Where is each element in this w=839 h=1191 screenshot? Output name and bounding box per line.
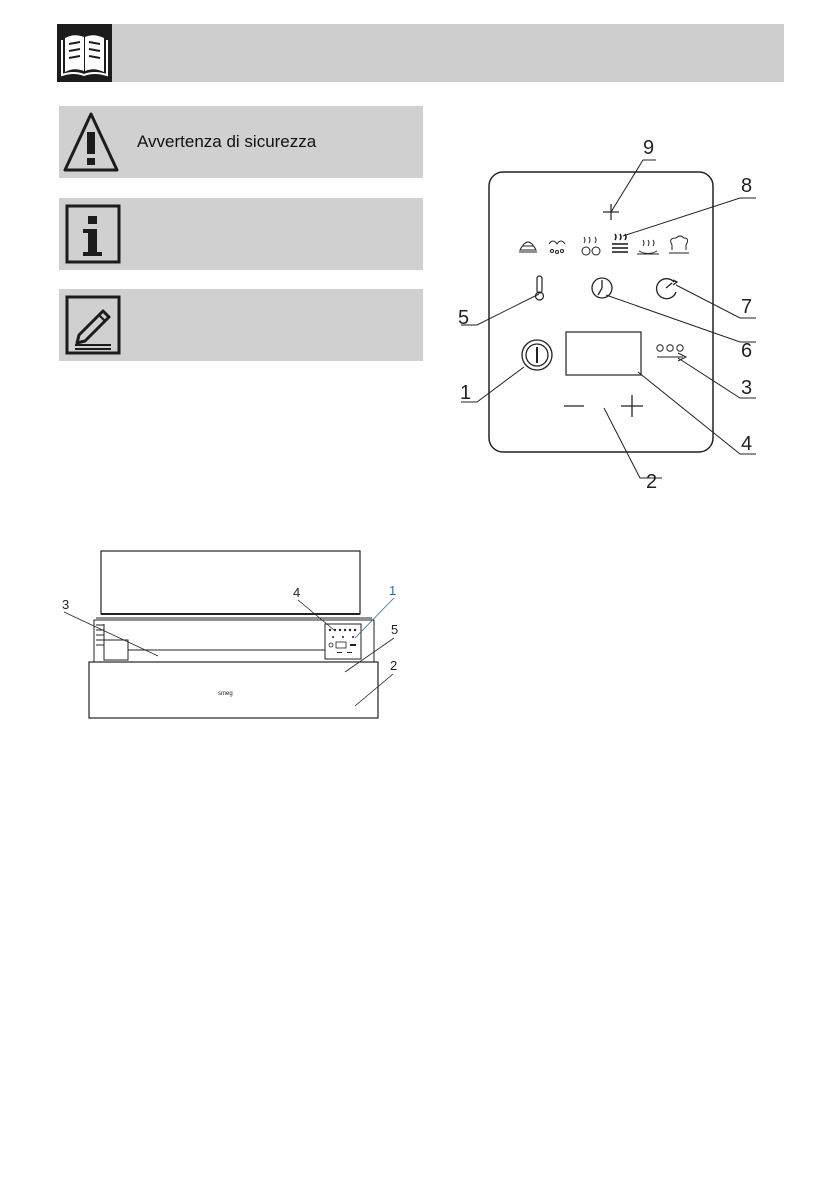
appliance-callout-2: 2 <box>390 658 398 673</box>
power-button-icon <box>522 340 552 370</box>
warning-triangle-icon <box>59 106 123 178</box>
page-header <box>57 24 784 82</box>
note-pencil-icon <box>59 289 123 361</box>
info-notice <box>59 198 423 270</box>
brand-logo: smeg <box>218 691 233 697</box>
callout-6: 6 <box>741 340 753 362</box>
appliance-callout-3: 3 <box>62 597 70 612</box>
book-icon <box>57 24 112 82</box>
note-notice <box>59 289 423 361</box>
callout-8: 8 <box>741 175 753 197</box>
appliance-diagram <box>40 540 420 730</box>
callout-5: 5 <box>458 307 470 329</box>
display-screen <box>566 332 641 375</box>
callout-4: 4 <box>741 433 753 455</box>
info-icon <box>59 198 123 270</box>
callout-3: 3 <box>741 377 753 399</box>
upper-appliance <box>101 551 360 614</box>
appliance-callout-1: 1 <box>389 583 397 598</box>
callout-1: 1 <box>460 382 472 404</box>
callout-9: 9 <box>643 137 655 159</box>
notice-label: Avvertenza di sicurezza <box>137 132 317 151</box>
appliance-callout-4: 4 <box>293 585 301 600</box>
callout-2: 2 <box>646 471 658 493</box>
control-panel-outline <box>489 172 713 452</box>
appliance-callout-5: 5 <box>391 622 399 637</box>
control-panel-diagram <box>440 125 780 495</box>
safety-warning-notice <box>59 106 423 178</box>
callout-7: 7 <box>741 296 753 318</box>
drawer-front <box>89 662 378 718</box>
